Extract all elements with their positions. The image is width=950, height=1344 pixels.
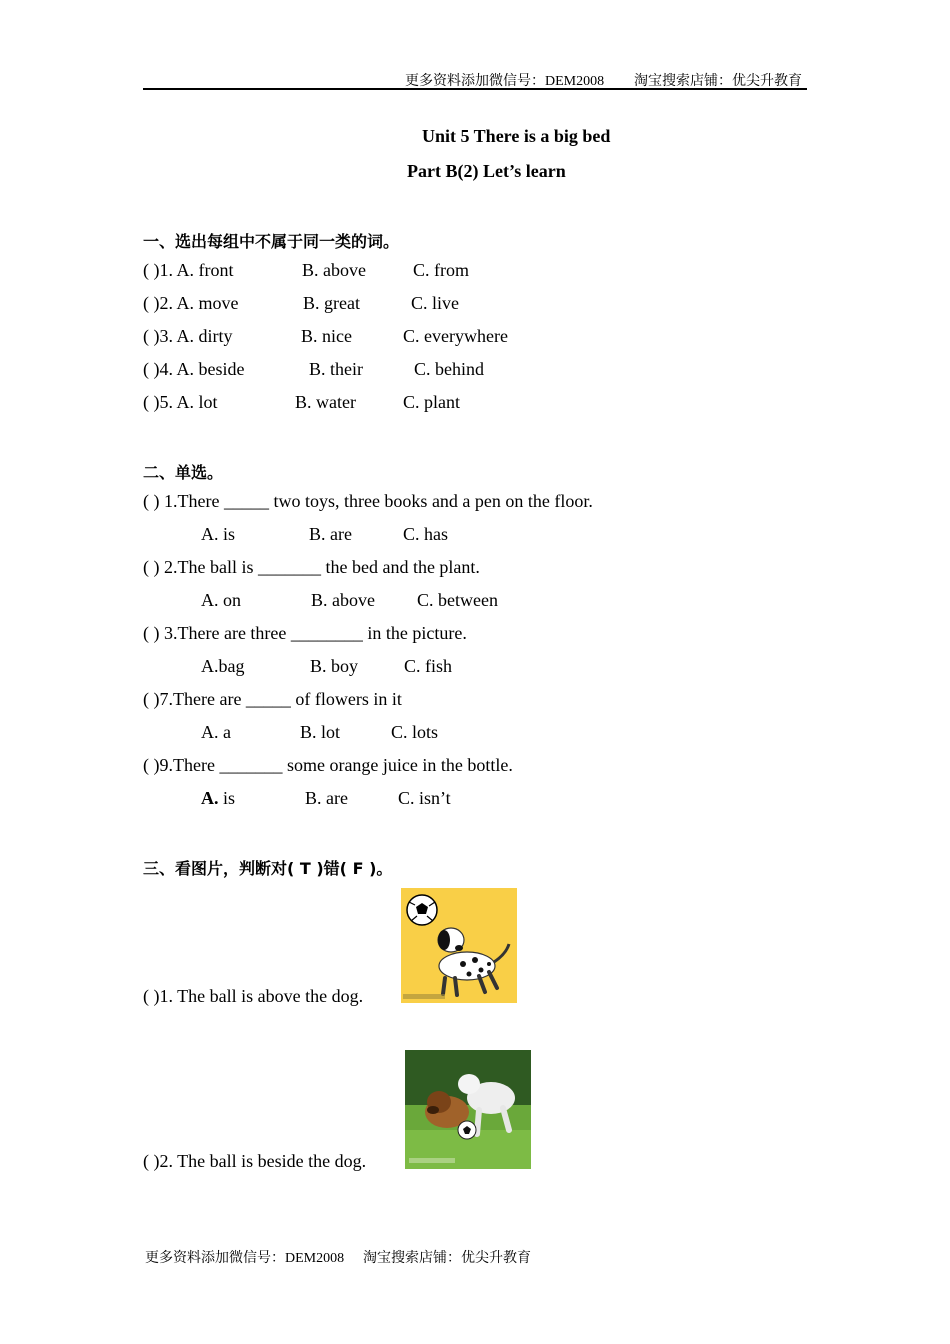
page-title: Unit 5 There is a big bed (422, 126, 611, 146)
picture-dalmatian-ball (401, 888, 517, 1003)
s1-q2-b: B. great (303, 293, 360, 313)
s2-q3-a: A.bag (201, 656, 245, 676)
s1-q5-b: B. water (295, 392, 356, 412)
dalmatian-illustration (401, 888, 517, 1003)
s2-q1: ( ) 1.There _____ two toys, three books and a pen on the floor. (143, 491, 593, 511)
footer-wechat: 更多资料添加微信号：DEM2008 (145, 1251, 345, 1266)
s2-q9-a-text: is (218, 788, 236, 808)
header-rule (143, 88, 807, 90)
s2-q1-c: C. has (403, 524, 448, 544)
s2-q7: ( )7.There are _____ of flowers in it (143, 689, 402, 709)
s1-q3-b: B. nice (301, 326, 352, 346)
s2-q7-b: B. lot (300, 722, 341, 742)
s2-q1-b: B. are (309, 524, 352, 544)
header-wechat: 更多资料添加微信号：DEM2008 (405, 74, 605, 89)
s1-q4-c: C. behind (414, 359, 484, 379)
s1-q4-a: ( )4. A. beside (143, 359, 245, 379)
s3-item2: ( )2. The ball is beside the dog. (143, 1151, 367, 1171)
s1-q5-a: ( )5. A. lot (143, 392, 218, 412)
section1-heading: 一、选出每组中不属于同一类的词。 (143, 232, 400, 251)
s2-q9-b: B. are (305, 788, 348, 808)
s1-q2-a: ( )2. A. move (143, 293, 239, 313)
s2-q7-a: A. a (201, 722, 231, 742)
s2-q2: ( ) 2.The ball is _______ the bed and the plant. (143, 557, 480, 577)
s2-q9: ( )9.There _______ some orange juice in the bottle. (143, 755, 513, 775)
footer-shop: 淘宝搜索店铺：优尖升教育 (363, 1251, 531, 1266)
s1-q1-b: B. above (302, 260, 366, 280)
s2-q2-a: A. on (201, 590, 241, 610)
section3-heading: 三、看图片，判断对( T )错( F )。 (143, 859, 393, 878)
s3-item1: ( )1. The ball is above the dog. (143, 986, 364, 1006)
page-subtitle: Part B(2) Let’s learn (407, 161, 566, 181)
picture-dogs-ball (405, 1050, 531, 1169)
s1-q1-a: ( )1. A. front (143, 260, 234, 280)
s2-q3: ( ) 3.There are three ________ in the picture. (143, 623, 467, 643)
section2-heading: 二、单选。 (143, 463, 224, 482)
s1-q2-c: C. live (411, 293, 459, 313)
s2-q3-c: C. fish (404, 656, 453, 676)
s2-q7-c: C. lots (391, 722, 439, 742)
s1-q3-a: ( )3. A. dirty (143, 326, 233, 346)
s1-q1 (143, 260, 233, 281)
s1-q3-c: C. everywhere (403, 326, 508, 346)
s2-q9-a (201, 788, 235, 809)
s1-q4-b: B. their (309, 359, 363, 379)
s2-q2-b: B. above (311, 590, 375, 610)
s2-q1-a: A. is (201, 524, 236, 544)
s2-q9-a-letter: A. (201, 788, 219, 808)
s1-q5-c: C. plant (403, 392, 460, 412)
header-shop: 淘宝搜索店铺：优尖升教育 (634, 74, 802, 89)
dogs-photo-illustration (405, 1050, 531, 1169)
s1-q1-c: C. from (413, 260, 469, 280)
s2-q3-b: B. boy (310, 656, 359, 676)
s2-q9-c: C. isn’t (398, 788, 451, 808)
s2-q2-c: C. between (417, 590, 498, 610)
